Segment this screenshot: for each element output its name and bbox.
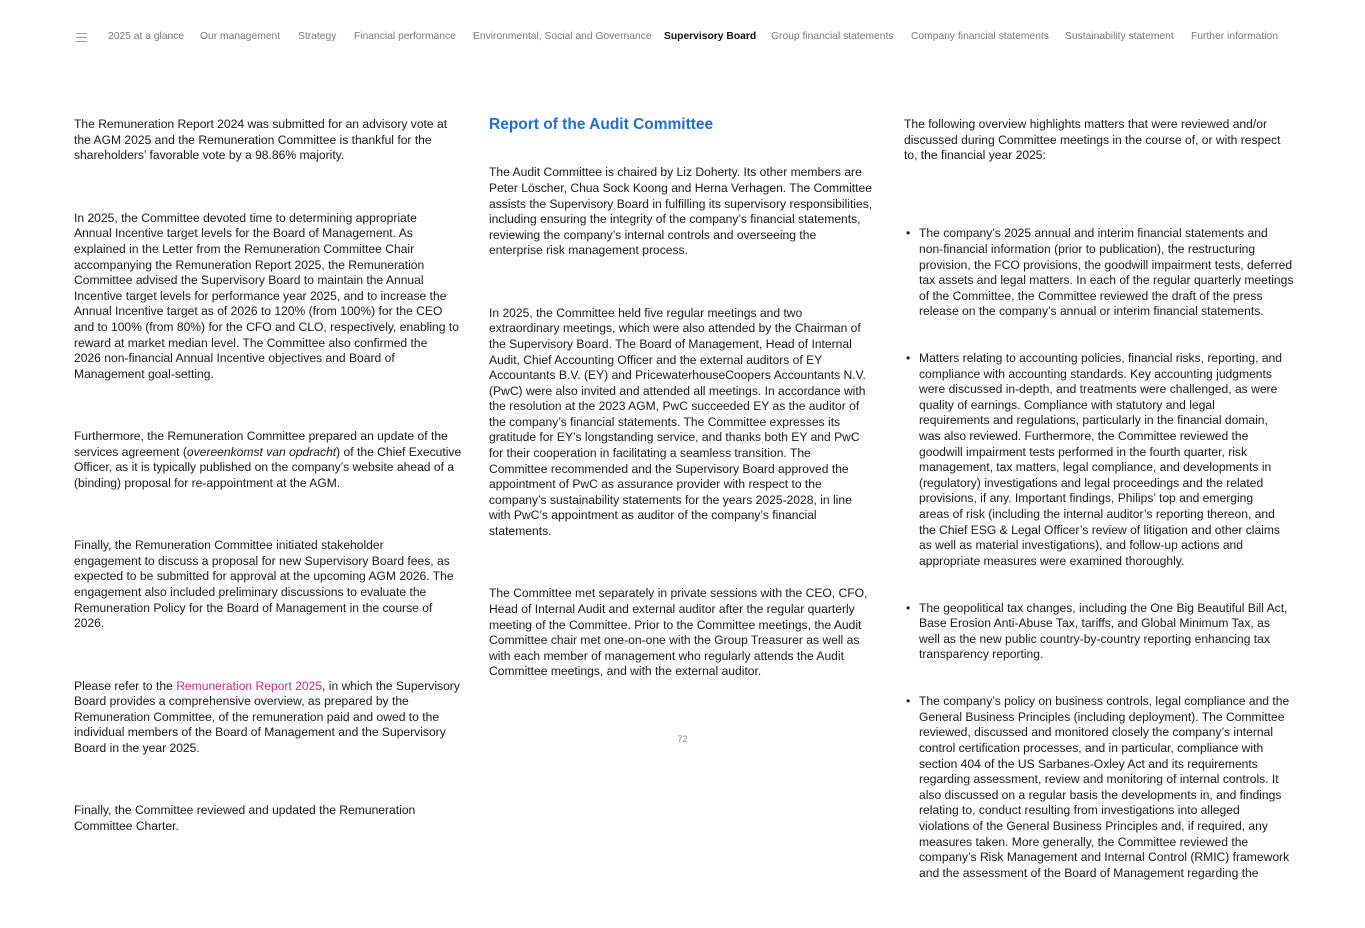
right-column xyxy=(904,86,1293,928)
top-navigation xyxy=(0,29,1365,47)
paragraph: Finally, the Committee reviewed and updated the Remuneration Committee Charter. xyxy=(74,803,416,833)
text: , in which the Supervisory Board provides a comprehensive overview, as prepared by the Remuneration Committee, of the remuneration paid and owed to the individual members of the Board of Management and the Supervisory Board in the year 2025. xyxy=(74,678,460,755)
list-item: • Matters relating to accounting policies, financial risks, reporting, and compliance with accounting standards. Key accounting judgments were discussed in-depth, and treatments were challenged, as were quality of earnings. Compliance with statutory and legal requirements and regulations, particularly in the financial domain, was also reviewed. Furthermore, the Committee reviewed the goodwill impairment tests performed in the fourth quarter, risk management, tax matters, legal compliance, and developments in (regulatory) investigations and legal proceedings and the related provisions, if any. Important findings, Philips’ top and emerging areas of risk (including the internal auditor’s reporting thereon, and the Chief ESG & Legal Officer’s review of litigation and other claims as well as material investigations), and follow-up actions and appropriate measures were examined thoroughly. xyxy=(904,351,1293,569)
paragraph: The Remuneration Report 2024 was submitted for an advisory vote at the AGM 2025 and the Remuneration Committee is thankful for the shareholders’ favorable vote by a 98.86% majority. xyxy=(74,117,448,163)
italic-term: overeenkomst van opdracht xyxy=(186,444,337,459)
nav-company-financial-statements[interactable]: Company financial statements xyxy=(911,31,1049,42)
bullet-list xyxy=(904,195,1293,912)
nav-further-information[interactable]: Further information xyxy=(1191,31,1278,42)
remuneration-report-link[interactable]: Remuneration Report 2025 xyxy=(176,678,323,693)
paragraph: The Audit Committee is chaired by Liz Doherty. Its other members are Peter Löscher, Chua Sock Koong and Herna Verhagen. The Committee assists the Supervisory Board in fulfilling its supervisory responsibilities, including ensuring the integrity of the company’s financial statements, reviewing the company’s internal controls and overseeing the enterprise risk management process. xyxy=(489,165,873,258)
paragraph: The Committee met separately in private sessions with the CEO, CFO, Head of Internal Audit and external auditor after the regular quarterly meeting of the Committee. Prior to the Committee meetings, the Audit Committee chair met one-on-one with the Group Treasurer as well as with each member of management who regularly attends the Audit Committee meetings, and with the external auditor. xyxy=(489,586,868,679)
nav-sustainability-statement[interactable]: Sustainability statement xyxy=(1065,31,1174,42)
nav-financial-performance[interactable]: Financial performance xyxy=(354,31,456,42)
text: Please refer to the xyxy=(74,678,177,693)
nav-supervisory-board[interactable]: Supervisory Board xyxy=(664,31,757,42)
nav-strategy[interactable]: Strategy xyxy=(298,31,337,42)
paragraph xyxy=(74,429,461,491)
intro-paragraph: The following overview highlights matters that were reviewed and/or discussed during Committee meetings in the course of, or with respect to, the financial year 2025: xyxy=(904,117,1281,163)
nav-group-financial-statements[interactable]: Group financial statements xyxy=(771,31,894,42)
text: ) of the Chief Executive Officer, as it is typically published on the company’s website ahead of a (binding) proposal for re-appointment at the AGM. xyxy=(74,444,462,490)
list-item: • The company’s 2025 annual and interim financial statements and non-financial information (prior to publication), the restructuring provision, the FCO provisions, the goodwill impairment tests, deferred tax assets and legal matters. In each of the regular quarterly meetings of the Committee, the Committee reviewed the draft of the press release on the company’s annual or interim financial statements. xyxy=(904,226,1293,320)
list-item: • The geopolitical tax changes, including the One Big Beautiful Bill Act, Base Erosion Anti-Abuse Tax, tariffs, and Global Minimum Tax, as well as the new public country-by-country reporting enhancing tax transparency reporting. xyxy=(904,601,1293,663)
paragraph: Finally, the Remuneration Committee initiated stakeholder engagement to discuss a proposal for new Supervisory Board fees, as expected to be submitted for approval at the upcoming AGM 2026. The engagement also included preliminary discussions to evaluate the Remuneration Policy for the Board of Management in the course of 2026. xyxy=(74,538,454,631)
nav-esg[interactable]: Environmental, Social and Governance xyxy=(473,31,652,42)
text: Furthermore, the Remuneration Committee prepared an update of the services agreement ( xyxy=(74,429,448,459)
page-number: 72 xyxy=(677,734,688,744)
paragraph: In 2025, the Committee held five regular meetings and two extraordinary meetings, which were also attended by the Chairman of the Supervisory Board. The Board of Management, Head of Internal Audit, Chief Accounting Officer and the external auditors of EY Accountants B.V. (EY) and PricewaterhouseCoopers Accountants N.V. (PwC) were also invited and attended all meetings. In accordance with the resolution at the 2023 AGM, PwC succeeded EY as the auditor of the company’s financial statements. The Committee expresses its gratitude for EY’s longstanding service, and thanks both EY and PwC for their cooperation in facilitating a seamless transition. The Committee recommended and the Supervisory Board approved the appointment of PwC as assurance provider with respect to the company’s sustainability statements for the years 2025-2028, in line with PwC’s appointment as auditor of the company’s financial statements. xyxy=(489,305,866,539)
paragraph xyxy=(74,679,461,757)
hamburger-menu-icon[interactable] xyxy=(76,33,87,42)
left-column xyxy=(74,86,461,866)
list-item: • The company’s policy on business controls, legal compliance and the General Business Principles (including deployment). The Committee reviewed, discussed and monitored closely the company’s internal control certification processes, and in particular, compliance with section 404 of the US Sarbanes-Oxley Act and its requirements regarding assessment, review and monitoring of internal controls. It also discussed on a regular basis the developments in, and findings relating to, conduct resulting from investigations into alleged violations of the General Business Principles and, if required, any measures taken. More generally, the Committee reviewed the company’s Risk Management and Internal Control (RMIC) framework and the assessment of the Board of Management regarding the xyxy=(904,694,1293,881)
section-heading: Report of the Audit Committee xyxy=(489,116,714,134)
nav-our-management[interactable]: Our management xyxy=(200,31,281,42)
paragraph: In 2025, the Committee devoted time to determining appropriate Annual Incentive target levels for the Board of Management. As explained in the Letter from the Remuneration Committee Chair accompanying the Remuneration Report 2025, the Remuneration Committee advised the Supervisory Board to maintain the Annual Incentive target levels for performance year 2025, and to increase the Annual Incentive target as of 2026 to 120% (from 100%) for the CEO and to 100% (from 80%) for the CFO and CLO, respectively, enabling to reward at market median level. The Committee also confirmed the 2026 non-financial Annual Incentive objectives and Board of Management goal-setting. xyxy=(74,210,459,381)
nav-2025-at-a-glance[interactable]: 2025 at a glance xyxy=(108,31,185,42)
middle-column xyxy=(489,86,872,711)
